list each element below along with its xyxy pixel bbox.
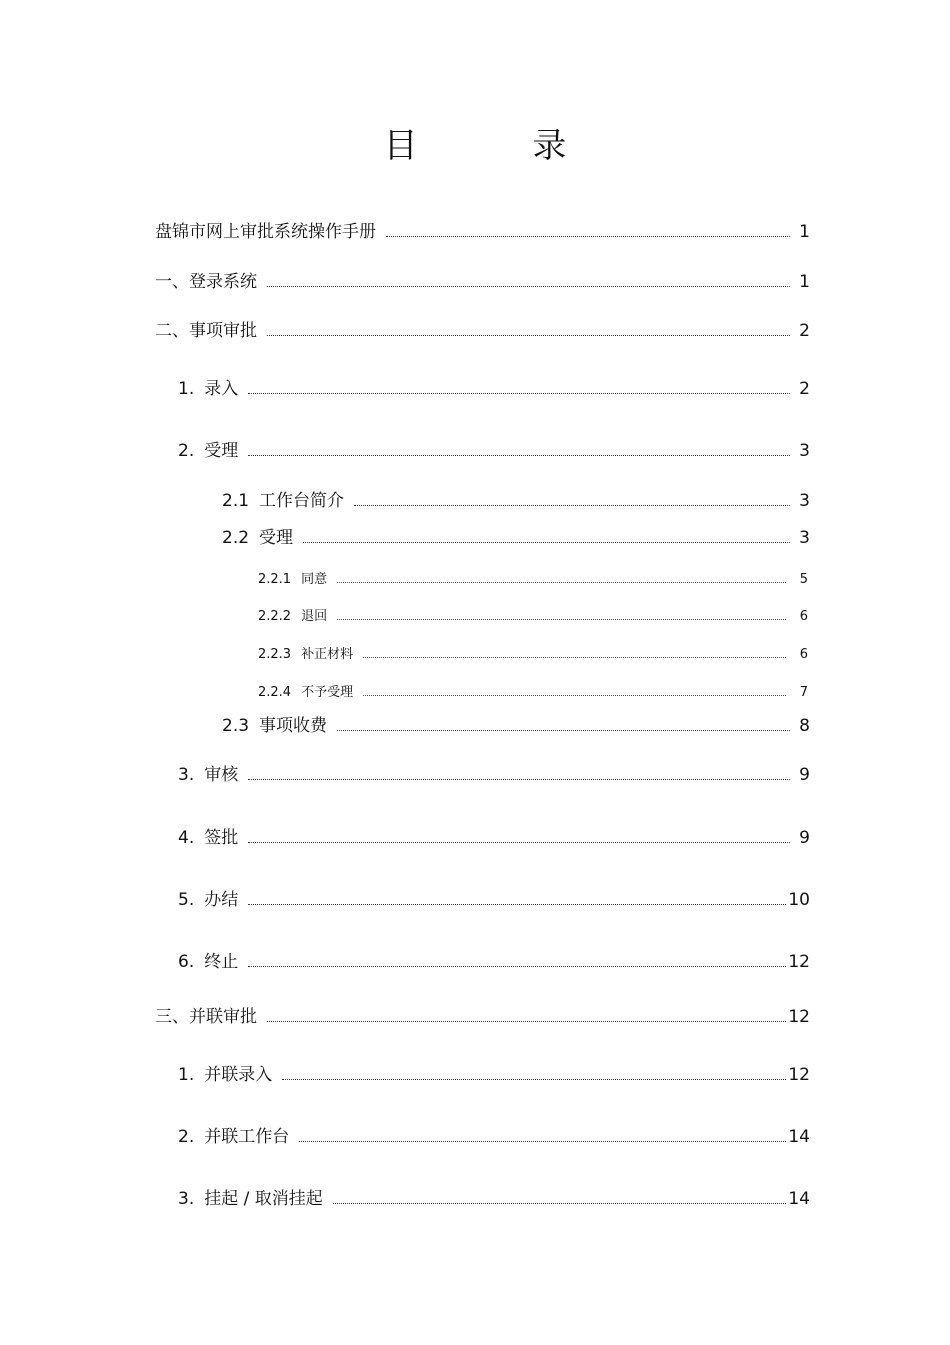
toc-entry-number: 2. [178,441,195,461]
toc-entry-return[interactable] [258,598,808,624]
toc-entry-label: 同意 [301,572,328,587]
toc-entry-complete[interactable] [178,884,810,910]
toc-entry-page: 3 [799,528,810,548]
toc-entry-page: 1 [799,272,810,292]
toc-entry-page: 6 [799,609,808,624]
toc-entry-page: 9 [799,765,810,785]
toc-leader-dots [248,966,786,967]
toc-entry-page: 1 [799,222,810,242]
toc-entry-page: 12 [788,1065,810,1085]
toc-entry-label: 一、登录系统 [155,272,257,292]
toc-entry-number: 4. [178,828,195,848]
toc-entry-label: 盘锦市网上审批系统操作手册 [155,222,376,242]
toc-entry-label: 办结 [204,890,239,910]
toc-leader-dots [299,1141,786,1142]
toc-leader-dots [354,505,790,506]
toc-entry-supplement-materials[interactable] [258,636,808,662]
toc-entry-number: 2.2 [222,528,250,548]
toc-entry-reject[interactable] [258,674,808,700]
toc-entry-page: 10 [788,890,810,910]
toc-entry-number: 2.2.4 [258,685,292,700]
toc-leader-dots [363,657,786,658]
toc-entry-label: 不予受理 [301,685,354,700]
toc-leader-dots [248,455,790,456]
toc-entry-fee[interactable] [222,710,810,736]
toc-entry-number: 2.2.3 [258,647,292,662]
toc-entry-number: 6. [178,952,195,972]
toc-entry-number: 1. [178,379,195,399]
toc-leader-dots [303,542,790,543]
toc-entry-workbench-intro[interactable] [222,485,810,511]
toc-entry-label: 退回 [301,609,328,624]
toc-leader-dots [337,730,790,731]
toc-leader-dots [248,904,786,905]
toc-entry-input[interactable] [178,373,810,399]
toc-entry-label: 二、事项审批 [155,321,257,341]
toc-entry-label: 终止 [204,952,239,972]
toc-entry-number: 3. [178,765,195,785]
toc-entry-label: 补正材料 [301,647,354,662]
toc-entry-page: 2 [799,379,810,399]
toc-entry-label: 录入 [204,379,239,399]
toc-entry-page: 2 [799,321,810,341]
toc-entry-number: 1. [178,1065,195,1085]
page-title: 目 录 [383,126,619,166]
toc-entry-page: 7 [799,685,808,700]
toc-entry-page: 3 [799,491,810,511]
toc-entry-page: 14 [788,1127,810,1147]
toc-entry-page: 8 [799,716,810,736]
toc-leader-dots [248,779,790,780]
toc-entry-label: 工作台简介 [259,491,345,511]
toc-entry-number: 2.3 [222,716,250,736]
toc-leader-dots [333,1203,787,1204]
toc-entry-item-approval[interactable] [155,315,810,341]
toc-leader-dots [282,1079,786,1080]
toc-entry-number: 3. [178,1189,195,1209]
toc-entry-login[interactable] [155,266,810,292]
toc-entry-review[interactable] [178,759,810,785]
toc-leader-dots [248,842,790,843]
toc-entry-page: 12 [788,1007,810,1027]
toc-entry-label: 受理 [204,441,239,461]
toc-entry-number: 2.1 [222,491,250,511]
toc-entry-terminate[interactable] [178,946,810,972]
toc-entry-label: 签批 [204,828,239,848]
toc-leader-dots [267,335,790,336]
toc-entry-number: 5. [178,890,195,910]
toc-entry-page: 9 [799,828,810,848]
toc-entry-label: 受理 [259,528,294,548]
toc-leader-dots [337,582,786,583]
toc-entry-page: 14 [788,1189,810,1209]
toc-entry-label: 并联工作台 [204,1127,290,1147]
toc-entry-number: 2. [178,1127,195,1147]
toc-leader-dots [248,393,790,394]
toc-entry-suspend-cancel[interactable] [178,1183,810,1209]
toc-entry-accept[interactable] [178,435,810,461]
toc-entry-label: 并联录入 [204,1065,273,1085]
toc-entry-page: 5 [799,572,808,587]
toc-entry-sign-approve[interactable] [178,822,810,848]
toc-entry-number: 2.2.2 [258,609,292,624]
toc-leader-dots [267,286,790,287]
toc-leader-dots [267,1021,786,1022]
toc-leader-dots [386,236,790,237]
toc-leader-dots [337,619,786,620]
toc-entry-label: 审核 [204,765,239,785]
toc-entry-page: 3 [799,441,810,461]
toc-entry-label: 挂起 / 取消挂起 [204,1189,323,1209]
toc-entry-label: 事项收费 [259,716,328,736]
toc-entry-parallel-workbench[interactable] [178,1121,810,1147]
toc-entry-number: 2.2.1 [258,572,292,587]
toc-entry-agree[interactable] [258,561,808,587]
toc-entry-page: 12 [788,952,810,972]
toc-entry-parallel-input[interactable] [178,1059,810,1085]
toc-entry-page: 6 [799,647,808,662]
toc-entry-parallel-approval[interactable] [155,1001,810,1027]
toc-entry-manual[interactable] [155,216,810,242]
toc-entry-label: 三、并联审批 [155,1007,257,1027]
toc-entry-accept-sub[interactable] [222,522,810,548]
toc-leader-dots [363,695,786,696]
